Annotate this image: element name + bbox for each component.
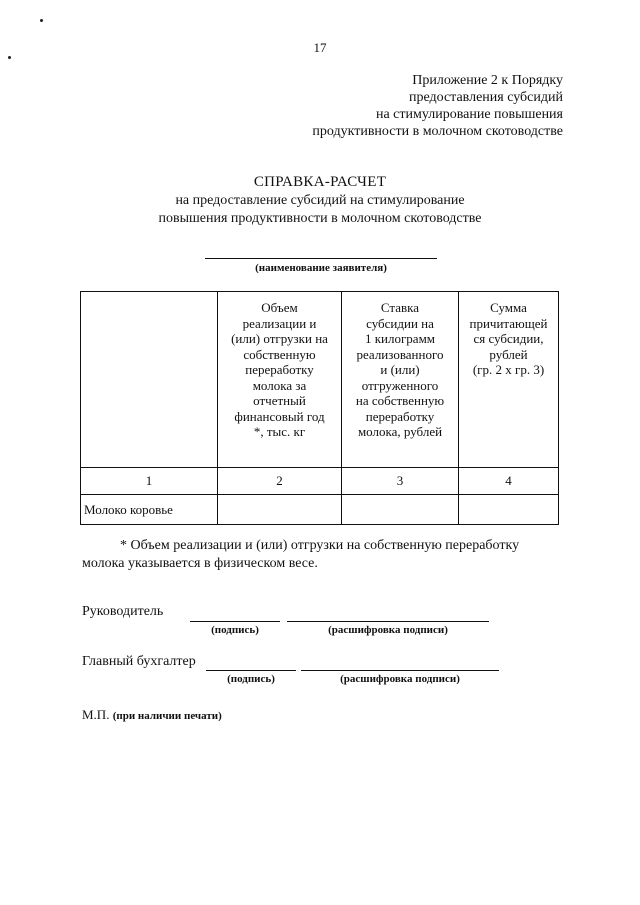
column-number: 3 [342,468,459,495]
header-cell-rate: Ставка субсидии на 1 килограмм реализованного и (или) отгруженного на собственную переработку молока, рублей [342,292,459,468]
header-cell-1 [81,292,218,468]
signature-decode-caption: (расшифровка подписи) [340,673,460,685]
accountant-signature-field[interactable] [206,670,296,671]
rate-value-cell[interactable] [342,495,459,525]
appendix-line: Приложение 2 к Порядку [412,73,563,88]
stamp-label: М.П. [82,707,110,722]
signature-label-head: Руководитель [82,604,164,619]
document-title-block [0,172,640,228]
table-header-row [81,292,559,468]
sum-value-cell[interactable] [459,495,559,525]
volume-value-cell[interactable] [218,495,342,525]
signature-label-accountant: Главный бухгалтер [82,654,196,669]
stamp-place [82,707,222,723]
signature-decode-caption: (расшифровка подписи) [328,624,448,636]
row-label-cow-milk: Молоко коровье [81,495,218,525]
appendix-line: продуктивности в молочном скотоводстве [312,124,563,139]
stamp-note: (при наличии печати) [112,710,222,722]
column-number-row [81,468,559,495]
appendix-line: предоставления субсидий [408,90,563,105]
scan-speck [40,19,43,22]
table-row [81,495,559,525]
footnote: * Объем реализации и (или) отгрузки на собственную переработку молока указывается в физическом весе. [82,538,520,571]
calculation-table [80,291,559,525]
head-signature-field[interactable] [190,621,280,622]
head-signature-decode-field[interactable] [287,621,489,622]
accountant-signature-decode-field[interactable] [301,670,499,671]
document-subtitle-line: повышения продуктивности в молочном скотоводстве [158,211,482,226]
page-number: 17 [313,40,327,55]
column-number: 2 [218,468,342,495]
signature-caption: (подпись) [211,624,259,636]
column-number: 4 [459,468,559,495]
header-cell-volume: Объем реализации и (или) отгрузки на собственную переработку молока за отчетный финансовый год *, тыс. кг [218,292,342,468]
scan-speck [8,56,11,59]
applicant-caption: (наименование заявителя) [255,262,387,274]
document-subtitle-line: на предоставление субсидий на стимулирование [175,193,465,208]
column-number: 1 [81,468,218,495]
appendix-reference [243,72,563,140]
header-cell-sum: Сумма причитающей ся субсидии, рублей (гр. 2 х гр. 3) [459,292,559,468]
document-title: СПРАВКА-РАСЧЕТ [253,174,387,190]
signature-caption: (подпись) [227,673,275,685]
appendix-line: на стимулирование повышения [375,107,563,122]
applicant-name-field[interactable] [205,258,437,259]
